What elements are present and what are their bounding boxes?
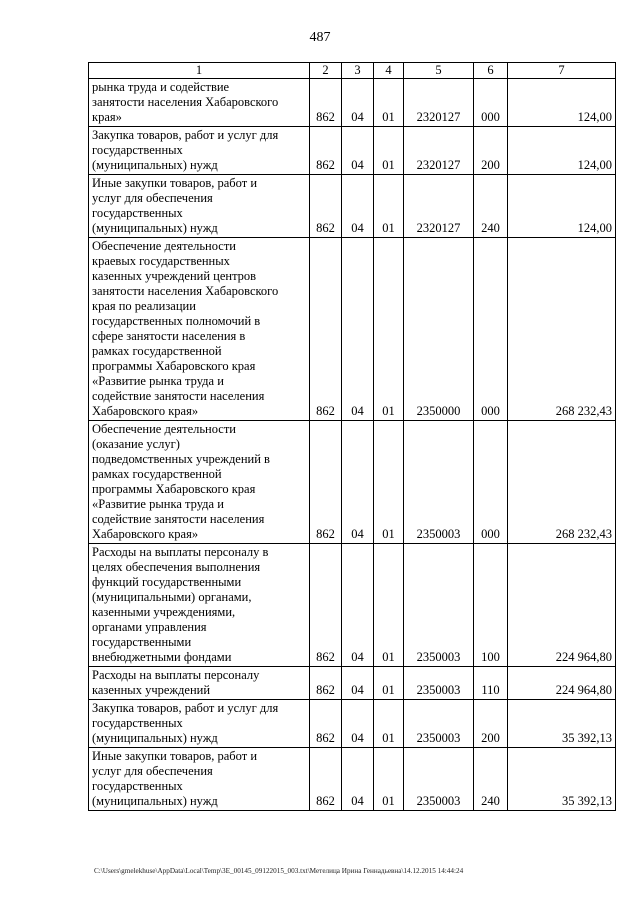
budget-table <box>88 62 616 811</box>
expense-type-cell: 240 <box>474 748 508 811</box>
expense-type-cell: 200 <box>474 127 508 175</box>
table-row <box>89 544 616 667</box>
expense-name-line: казенных учреждений <box>92 683 211 697</box>
expense-name-line: рамках государственной <box>92 344 222 358</box>
table-row <box>89 127 616 175</box>
expense-name-line: (муниципальных) нужд <box>92 794 218 808</box>
expense-name-line: Обеспечение деятельности <box>92 239 237 253</box>
section-code-cell: 04 <box>342 700 374 748</box>
expense-name-line: государственных <box>92 779 183 793</box>
expense-name-line: программы Хабаровского края <box>92 359 256 373</box>
expense-name-cell <box>89 79 310 127</box>
expense-name-line: Обеспечение деятельности <box>92 422 237 436</box>
section-code-cell: 04 <box>342 175 374 238</box>
expense-name-cell <box>89 700 310 748</box>
expense-name-cell <box>89 175 310 238</box>
expense-name-line: (муниципальных) нужд <box>92 731 218 745</box>
section-code-cell: 04 <box>342 421 374 544</box>
subsection-code-cell: 01 <box>374 127 404 175</box>
expense-type-cell: 200 <box>474 700 508 748</box>
amount-cell: 268 232,43 <box>508 421 616 544</box>
amount-cell: 268 232,43 <box>508 238 616 421</box>
amount-cell: 35 392,13 <box>508 748 616 811</box>
column-header: 3 <box>342 63 374 79</box>
expense-name-line: Хабаровского края» <box>92 404 199 418</box>
ministry-code-cell: 862 <box>310 79 342 127</box>
expense-name-line: занятости населения Хабаровского <box>92 95 279 109</box>
ministry-code-cell: 862 <box>310 127 342 175</box>
subsection-code-cell: 01 <box>374 667 404 700</box>
expense-type-cell: 000 <box>474 79 508 127</box>
ministry-code-cell: 862 <box>310 748 342 811</box>
column-header: 5 <box>404 63 474 79</box>
target-article-cell: 2350003 <box>404 421 474 544</box>
table-row <box>89 79 616 127</box>
expense-name-cell <box>89 544 310 667</box>
section-code-cell: 04 <box>342 238 374 421</box>
expense-name-line: государственных <box>92 716 183 730</box>
target-article-cell: 2350003 <box>404 748 474 811</box>
expense-type-cell: 000 <box>474 421 508 544</box>
expense-name-line: краевых государственных <box>92 254 230 268</box>
expense-name-line: государственными <box>92 635 192 649</box>
expense-name-cell <box>89 238 310 421</box>
table-row <box>89 748 616 811</box>
amount-cell: 224 964,80 <box>508 544 616 667</box>
expense-name-line: государственных полномочий в <box>92 314 261 328</box>
expense-name-line: «Развитие рынка труда и <box>92 497 224 511</box>
target-article-cell: 2350003 <box>404 667 474 700</box>
subsection-code-cell: 01 <box>374 700 404 748</box>
ministry-code-cell: 862 <box>310 175 342 238</box>
column-header: 1 <box>89 63 310 79</box>
column-header: 4 <box>374 63 404 79</box>
expense-name-line: государственных <box>92 143 183 157</box>
expense-name-line: «Развитие рынка труда и <box>92 374 224 388</box>
ministry-code-cell: 862 <box>310 700 342 748</box>
section-code-cell: 04 <box>342 79 374 127</box>
expense-name-line: программы Хабаровского края <box>92 482 256 496</box>
expense-name-line: Закупка товаров, работ и услуг для <box>92 128 279 142</box>
expense-name-line: Закупка товаров, работ и услуг для <box>92 701 279 715</box>
target-article-cell: 2320127 <box>404 127 474 175</box>
expense-name-line: услуг для обеспечения <box>92 191 213 205</box>
expense-name-line: Хабаровского края» <box>92 527 199 541</box>
table-row <box>89 700 616 748</box>
expense-type-cell: 000 <box>474 238 508 421</box>
amount-cell: 224 964,80 <box>508 667 616 700</box>
expense-name-line: рынка труда и содействие <box>92 80 230 94</box>
target-article-cell: 2320127 <box>404 79 474 127</box>
expense-name-line: подведомственных учреждений в <box>92 452 270 466</box>
amount-cell: 124,00 <box>508 79 616 127</box>
expense-type-cell: 100 <box>474 544 508 667</box>
expense-name-line: целях обеспечения выполнения <box>92 560 261 574</box>
expense-name-line: занятости населения Хабаровского <box>92 284 279 298</box>
expense-name-line: услуг для обеспечения <box>92 764 213 778</box>
table-row <box>89 421 616 544</box>
ministry-code-cell: 862 <box>310 421 342 544</box>
table-row <box>89 667 616 700</box>
target-article-cell: 2350003 <box>404 700 474 748</box>
header-row <box>89 63 616 79</box>
expense-name-line: внебюджетными фондами <box>92 650 232 664</box>
expense-name-line: содействие занятости населения <box>92 389 265 403</box>
expense-name-line: сфере занятости населения в <box>92 329 246 343</box>
expense-type-cell: 110 <box>474 667 508 700</box>
subsection-code-cell: 01 <box>374 748 404 811</box>
expense-name-line: Расходы на выплаты персоналу в <box>92 545 269 559</box>
expense-name-cell <box>89 421 310 544</box>
expense-name-line: казенными учреждениями, <box>92 605 236 619</box>
amount-cell: 124,00 <box>508 175 616 238</box>
subsection-code-cell: 01 <box>374 544 404 667</box>
expense-type-cell: 240 <box>474 175 508 238</box>
expense-name-cell <box>89 748 310 811</box>
target-article-cell: 2320127 <box>404 175 474 238</box>
expense-name-line: органами управления <box>92 620 207 634</box>
section-code-cell: 04 <box>342 748 374 811</box>
subsection-code-cell: 01 <box>374 79 404 127</box>
expense-name-line: (муниципальными) органами, <box>92 590 252 604</box>
expense-name-line: Иные закупки товаров, работ и <box>92 749 258 763</box>
footer-file-path: C:\Users\gmelekhuse\AppData\Local\Temp\3E_00145_09122015_003.txt\Метелица Ирина Геннадьевна\14.12.2015 14:44:24 <box>94 867 464 875</box>
expense-name-line: края» <box>92 110 122 124</box>
amount-cell: 35 392,13 <box>508 700 616 748</box>
expense-name-line: (оказание услуг) <box>92 437 180 451</box>
target-article-cell: 2350003 <box>404 544 474 667</box>
expense-name-line: (муниципальных) нужд <box>92 221 218 235</box>
subsection-code-cell: 01 <box>374 238 404 421</box>
expense-name-line: Иные закупки товаров, работ и <box>92 176 258 190</box>
section-code-cell: 04 <box>342 544 374 667</box>
amount-cell: 124,00 <box>508 127 616 175</box>
target-article-cell: 2350000 <box>404 238 474 421</box>
table-body <box>89 79 616 811</box>
subsection-code-cell: 01 <box>374 175 404 238</box>
page-number: 487 <box>309 30 331 45</box>
section-code-cell: 04 <box>342 667 374 700</box>
expense-name-line: государственных <box>92 206 183 220</box>
subsection-code-cell: 01 <box>374 421 404 544</box>
ministry-code-cell: 862 <box>310 544 342 667</box>
expense-name-line: содействие занятости населения <box>92 512 265 526</box>
expense-name-line: (муниципальных) нужд <box>92 158 218 172</box>
column-header: 6 <box>474 63 508 79</box>
ministry-code-cell: 862 <box>310 238 342 421</box>
expense-name-line: функций государственными <box>92 575 242 589</box>
section-code-cell: 04 <box>342 127 374 175</box>
expense-name-cell <box>89 667 310 700</box>
expense-name-line: Расходы на выплаты персоналу <box>92 668 260 682</box>
expense-name-cell <box>89 127 310 175</box>
table-row <box>89 175 616 238</box>
ministry-code-cell: 862 <box>310 667 342 700</box>
column-header: 7 <box>508 63 616 79</box>
expense-name-line: рамках государственной <box>92 467 222 481</box>
expense-name-line: края по реализации <box>92 299 196 313</box>
column-header: 2 <box>310 63 342 79</box>
table-row <box>89 238 616 421</box>
expense-name-line: казенных учреждений центров <box>92 269 257 283</box>
